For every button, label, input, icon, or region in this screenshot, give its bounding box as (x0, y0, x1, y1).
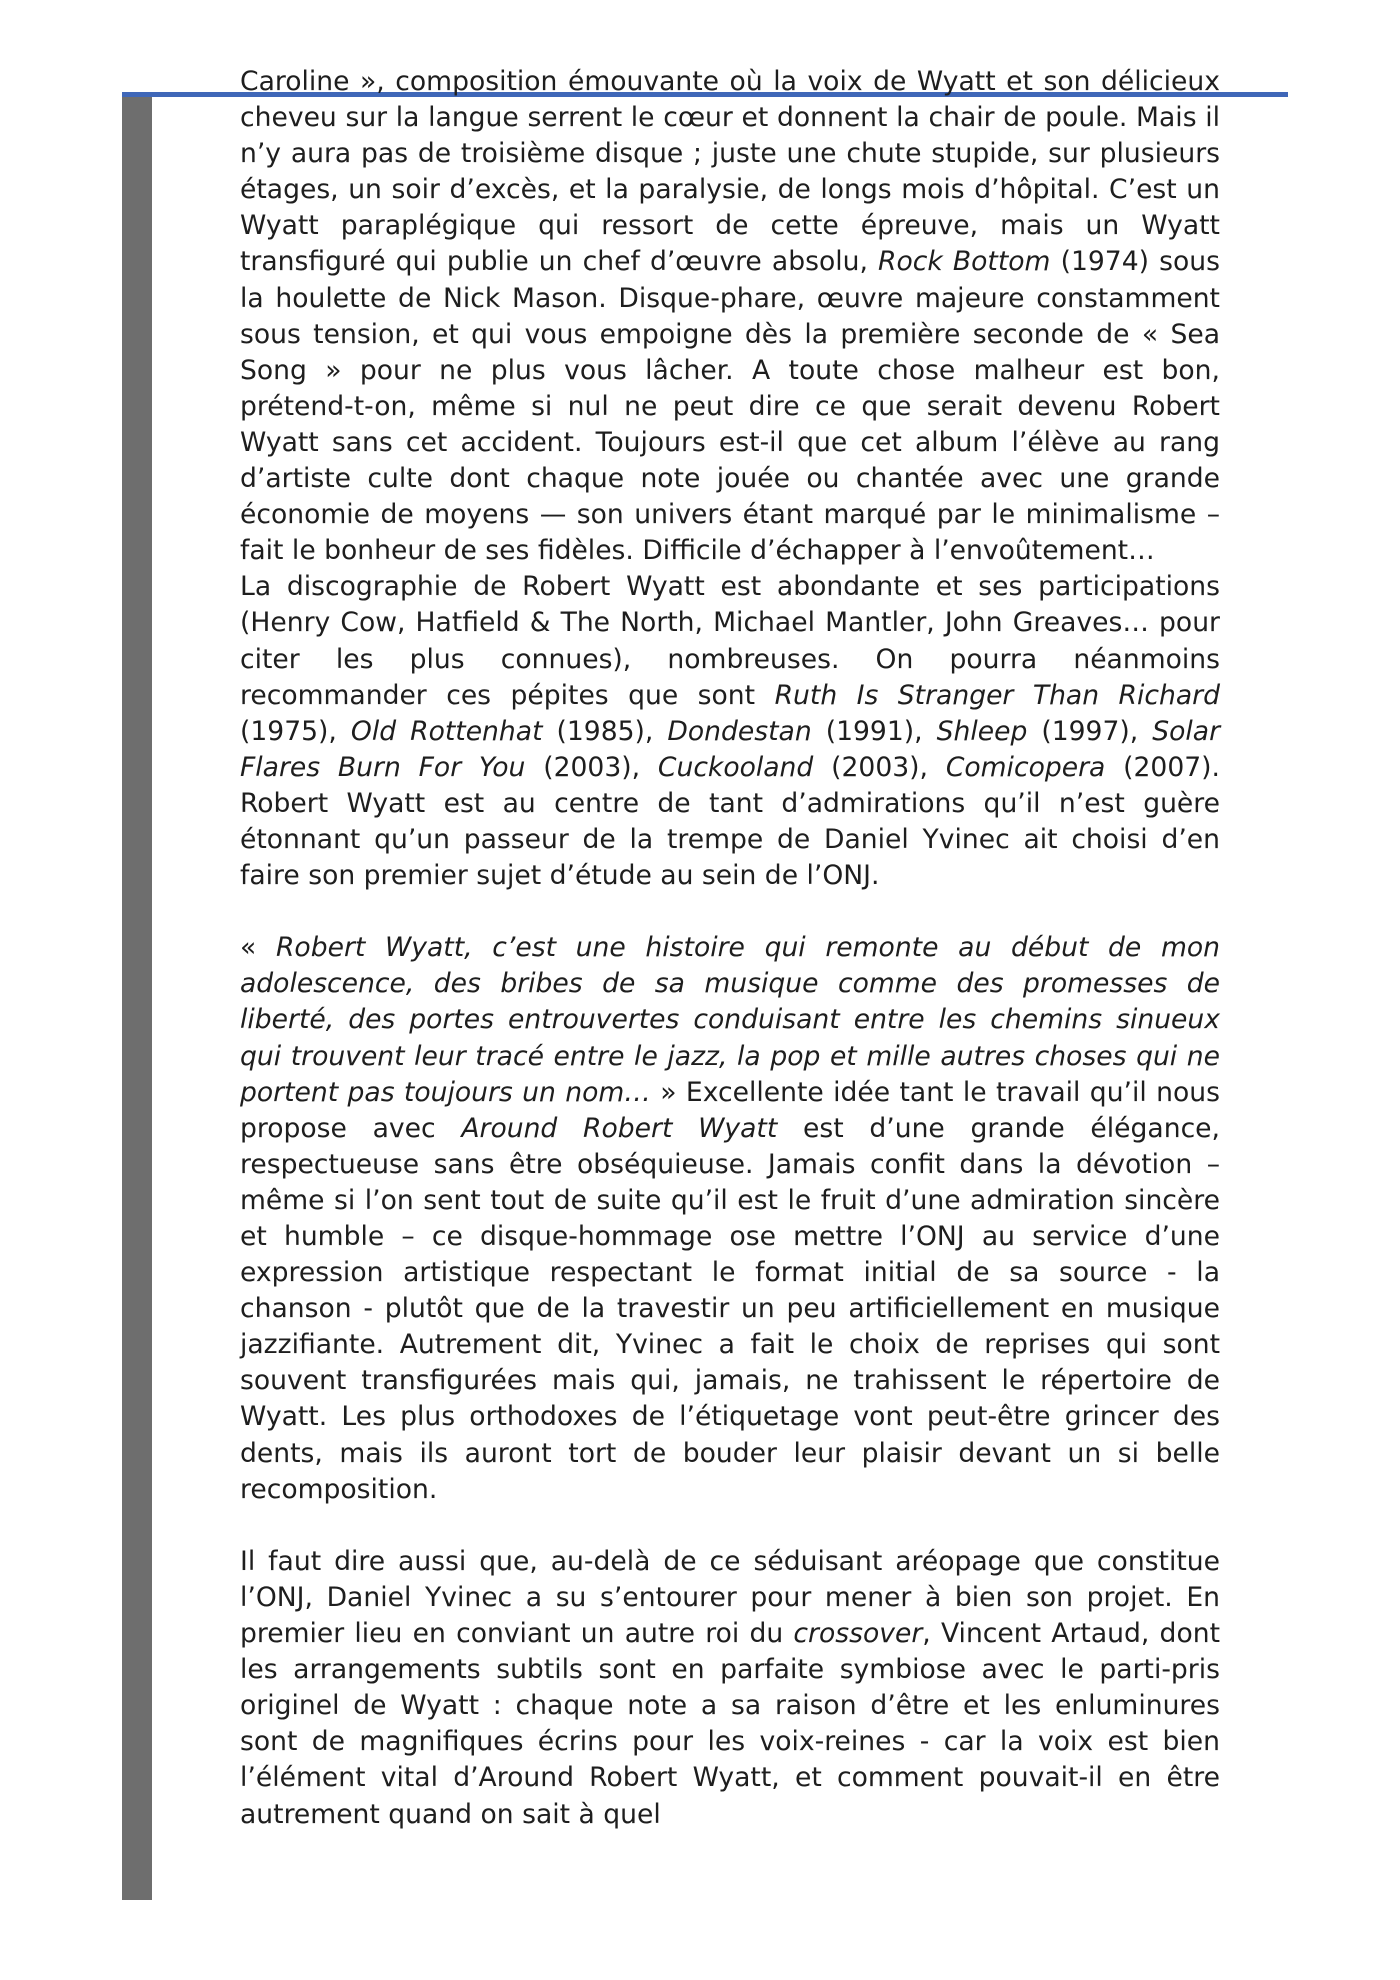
text-run: (1974) sous la houlette de Nick Mason. Disque-phare, œuvre majeure constamment sous tension, et qui vous empoigne dès la première seconde de « Sea Song » pour ne plus vous lâcher. A toute chose malheur est bon, prétend-t-on, même si nul ne peut dire ce que serait devenu Robert Wyatt sans cet accident. Toujours est-il que cet album l’élève au rang d’artiste culte dont chaque note jouée ou chantée avec une grande économie de moyens — son univers étant marqué par le minimalisme – fait le bonheur de ses fidèles. Difficile d’échapper à l’envoûtement… (240, 246, 1220, 567)
italic-title-run: Dondestan (667, 715, 812, 747)
text-run: (1997), (1027, 715, 1153, 747)
page-left-edge-bar (122, 94, 152, 1900)
text-run: (2003), (525, 751, 658, 783)
text-run: » Excellente idée tant le travail qu’il nous propose avec (240, 1076, 1220, 1144)
italic-title-run: Comicopera (945, 751, 1106, 783)
paragraph-4 (240, 1544, 1220, 1833)
italic-title-run: Solar Flares Burn For You (240, 715, 1221, 783)
italic-title-run: crossover (793, 1618, 923, 1650)
text-run: (2007). Robert Wyatt est au centre de tant d’admirations qu’il n’est guère étonnant qu’un passeur de la trempe de Daniel Yvinec ait choisi d’en faire son premier sujet d’étude au sein de l’ONJ. (240, 751, 1221, 892)
text-run: (2003), (813, 751, 946, 783)
article-body (240, 64, 1220, 1833)
text-run: , Vincent Artaud, dont les arrangements subtils sont en parfaite symbiose avec le parti-pris originel de Wyatt : chaque note a sa raison d’être et les enluminures sont de magnifiques écrins pour les voix-reines - car la voix est bien l’élément vital d’Around Robert Wyatt, et comment pouvait-il en être autrement quand on sait à quel (240, 1618, 1220, 1830)
text-run: « (240, 932, 276, 964)
text-run: (1985), (542, 715, 668, 747)
italic-title-run: Robert Wyatt, c’est une histoire qui remonte au début de mon adolescence, des bribes de sa musique comme des promesses de liberté, des portes entrouvertes conduisant entre les chemins sinueux qui trouvent leur tracé entre le jazz, la pop et mille autres choses qui ne portent pas toujours un nom… (240, 932, 1220, 1108)
italic-title-run: Old Rottenhat (350, 715, 543, 747)
text-run: est d’une grande élégance, respectueuse sans être obséquieuse. Jamais confit dans la dévotion – même si l’on sent tout de suite qu’il est le fruit d’une admiration sincère et humble – ce disque-hommage ose mettre l’ONJ au service d’une expression artistique respectant le format initial de sa source - la chanson - plutôt que de la travestir un peu artificiellement en musique jazzifiante. Autrement dit, Yvinec a fait le choix de reprises qui sont souvent transfigurées mais qui, jamais, ne trahissent le répertoire de Wyatt. Les plus orthodoxes de l’étiquetage vont peut-être grincer des dents, mais ils auront tort de bouder leur plaisir devant un si belle recomposition. (240, 1112, 1221, 1505)
italic-title-run: Cuckooland (657, 751, 814, 783)
paragraph-1 (240, 64, 1220, 569)
italic-title-run: Around Robert Wyatt (461, 1112, 778, 1144)
text-run: (1975), (240, 715, 351, 747)
text-run: Caroline », composition émouvante où la voix de Wyatt et son délicieux cheveu sur la langue serrent le cœur et donnent la chair de poule. Mais il n’y aura pas de troisième disque ; juste une chute stupide, sur plusieurs étages, un soir d’excès, et la paralysie, de longs mois d’hôpital. C’est un Wyatt paraplégique qui ressort de cette épreuve, mais un Wyatt transfiguré qui publie un chef d’œuvre absolu, (240, 66, 1220, 278)
text-run: (1991), (811, 715, 937, 747)
italic-title-run: Ruth Is Stranger Than Richard (774, 679, 1220, 711)
text-run: Il faut dire aussi que, au-delà de ce séduisant aréopage que constitue l’ONJ, Daniel Yvinec a su s’entourer pour mener à bien son projet. En premier lieu en conviant un autre roi du (240, 1545, 1220, 1650)
italic-title-run: Rock Bottom (878, 246, 1051, 278)
document-page (240, 66, 1221, 1900)
italic-title-run: Shleep (936, 715, 1028, 747)
text-run: La discographie de Robert Wyatt est abondante et ses participations (Henry Cow, Hatfield & The North, Michael Mantler, John Greaves… pour citer les plus connues), nombreuses. On pourra néanmoins recommander ces pépites que sont (240, 571, 1220, 711)
paragraph-3-quote (240, 930, 1220, 1508)
paragraph-2 (240, 569, 1220, 894)
